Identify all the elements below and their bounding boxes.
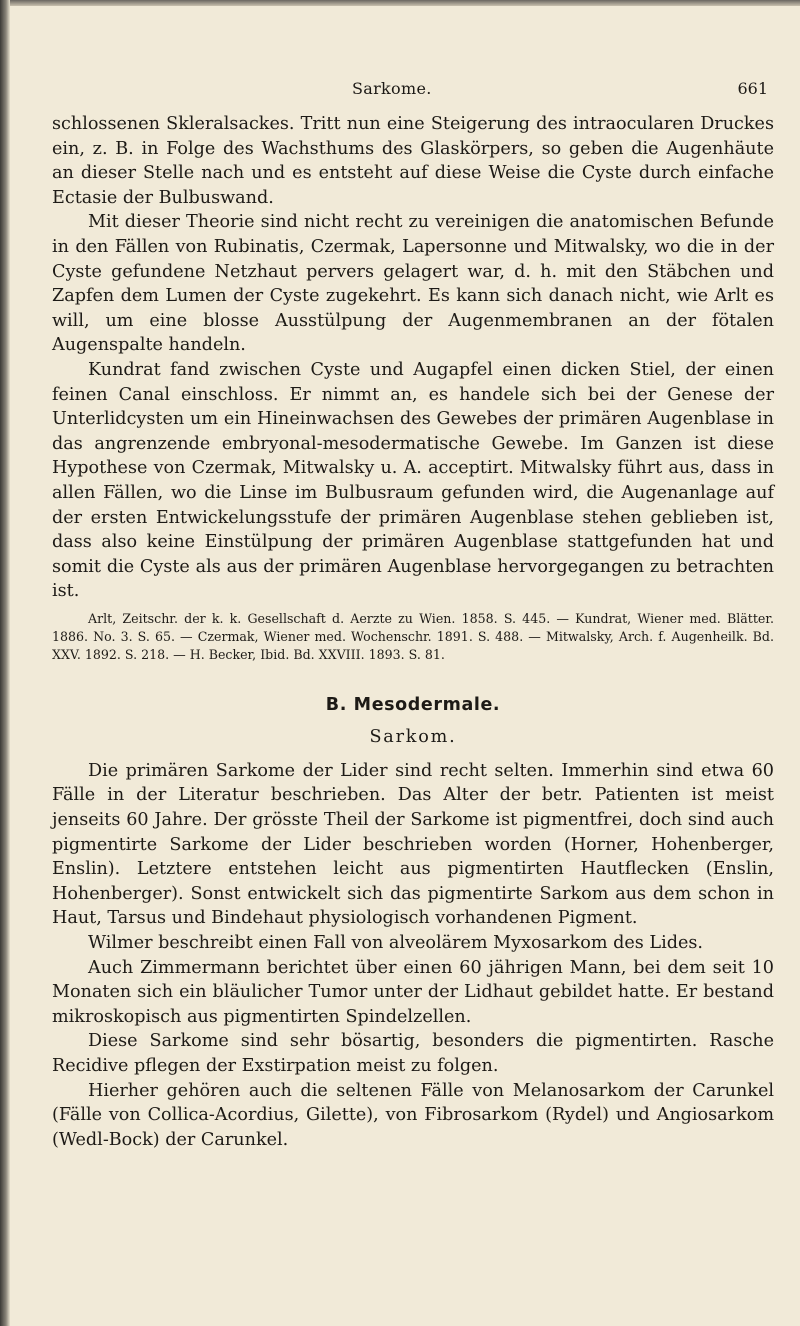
paragraph: Mit dieser Theorie sind nicht recht zu vereinigen die anatomischen Befunde in den Fällen von Rubinatis, Czermak, Lapersonne und Mitwalsky, wo die in der Cyste gefundene Netzhaut pervers gelagert war, d. h. mit den Stäbchen und Zapfen dem Lumen der Cyste zugekehrt. Es kann sich danach nicht, wie Arlt es will, um eine blosse Ausstülpung der Augenmembranen an der fötalen Augenspalte handeln. xyxy=(52,212,774,356)
paragraph: Hierher gehören auch die seltenen Fälle von Melanosarkom der Carunkel (Fälle von Collica-Acordius, Gilette), von Fibrosarkom (Rydel) und Angiosarkom (Wedl-Bock) der Carunkel. xyxy=(52,1080,774,1150)
book-page xyxy=(52,0,774,1326)
paragraph: schlossenen Skleralsackes. Tritt nun eine Steigerung des intraocularen Druckes ein, z. B. in Folge des Wachsthums des Glaskörpers, so geben die Augenhäute an dieser Stelle nach und es entsteht auf diese Weise die Cyste durch einfache Ectasie der Bulbuswand. xyxy=(52,114,774,208)
page-header xyxy=(52,79,774,103)
body-text xyxy=(52,112,774,1152)
references: Arlt, Zeitschr. der k. k. Gesellschaft d. Aerzte zu Wien. 1858. S. 445. — Kundrat, Wiener med. Blätter. 1886. No. 3. S. 65. — Czermak, Wiener med. Wochenschr. 1891. S. 488. — Mitwalsky, Arch. f. Augenheilk. Bd. XXV. 1892. S. 218. — H. Becker, Ibid. Bd. XXVIII. 1893. S. 81. xyxy=(52,610,774,662)
paragraph: Kundrat fand zwischen Cyste und Augapfel einen dicken Stiel, der einen feinen Canal einschloss. Er nimmt an, es handele sich bei der Genese der Unterlidcysten um ein Hineinwachsen des Gewebes der primären Augenblase in das angrenzende embryonal-mesodermatische Gewebe. Im Ganzen ist diese Hypothese von Czermak, Mitwalsky u. A. acceptirt. Mitwalsky führt aus, dass in allen Fällen, wo die Linse im Bulbusraum gefunden wird, die Augenanlage auf der ersten Entwickelungsstufe der primären Augenblase stehen geblieben ist, dass also keine Einstülpung der primären Augenblase stattgefunden hat und somit die Cyste als aus der primären Augenblase hervorgegangen zu betrachten ist. xyxy=(52,359,774,602)
book-spine-shadow xyxy=(0,0,10,1326)
paragraph: Wilmer beschreibt einen Fall von alveolärem Myxosarkom des Lides. xyxy=(88,933,703,954)
paragraph: Auch Zimmermann berichtet über einen 60 jährigen Mann, bei dem seit 10 Monaten sich ein bläulicher Tumor unter der Lidhaut gebildet hatte. Er bestand mikroskopisch aus pigmentirten Spindelzellen. xyxy=(52,957,774,1027)
section-heading: B. Mesodermale. xyxy=(325,694,501,715)
running-title: Sarkome. xyxy=(352,79,432,98)
page-number: 661 xyxy=(737,79,768,98)
subsection-heading: Sarkom. xyxy=(369,726,457,747)
paragraph: Diese Sarkome sind sehr bösartig, besonders die pigmentirten. Rasche Recidive pflegen der Exstirpation meist zu folgen. xyxy=(52,1031,774,1076)
paragraph: Die primären Sarkome der Lider sind recht selten. Immerhin sind etwa 60 Fälle in der Literatur beschrieben. Das Alter der betr. Patienten ist meist jenseits 60 Jahre. Der grösste Theil der Sarkome ist pigmentfrei, doch sind auch pigmentirte Sarkome der Lider beschrieben worden (Horner, Hohenberger, Enslin). Letztere entstehen leicht aus pigmentirten Hautflecken (Enslin, Hohenberger). Sonst entwickelt sich das pigmentirte Sarkom aus dem schon in Haut, Tarsus und Bindehaut physiologisch vorhandenen Pigment. xyxy=(52,760,774,929)
